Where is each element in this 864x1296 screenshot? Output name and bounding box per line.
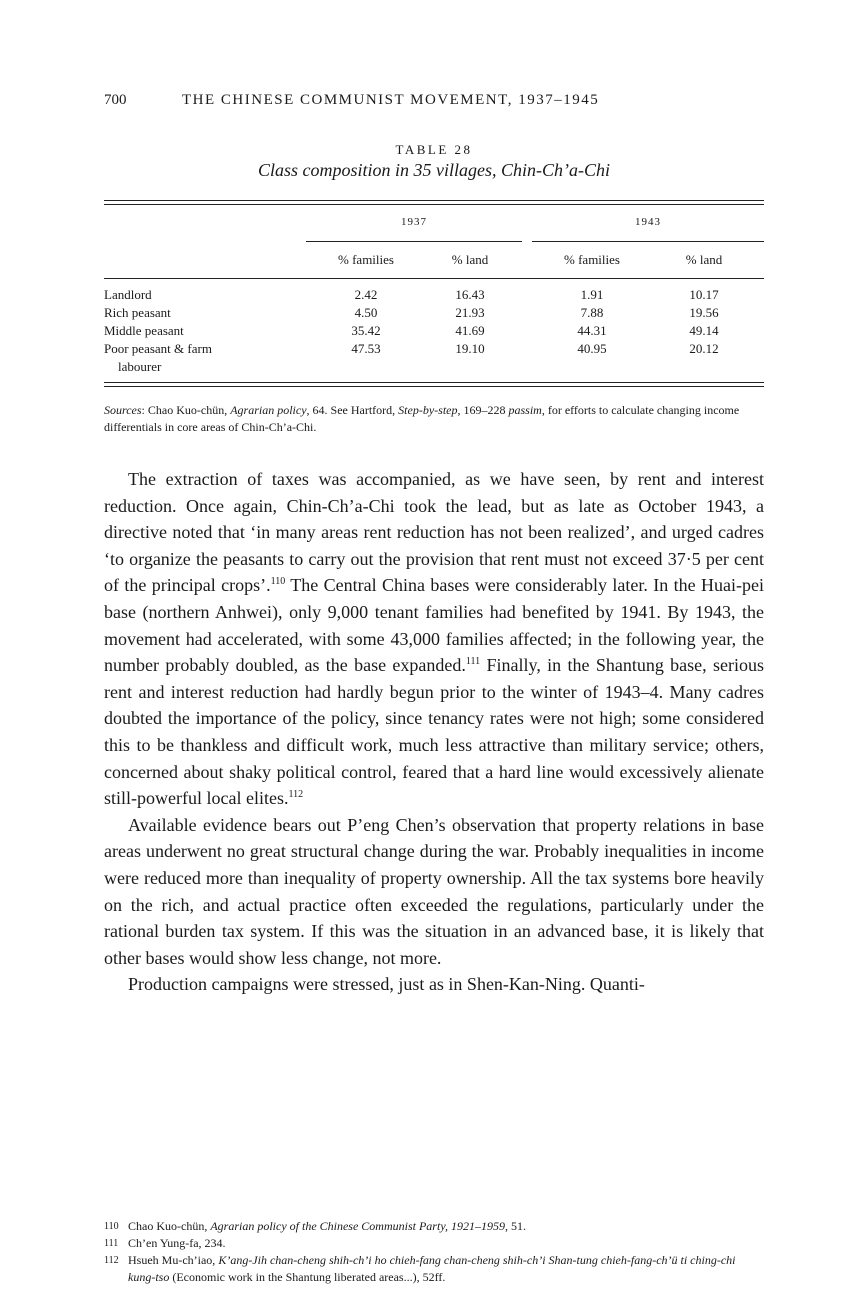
col-header-families-1937: % families	[338, 252, 394, 267]
footnotes	[104, 1218, 764, 1286]
table-cell: 21.93	[455, 305, 485, 320]
table-cell: 10.17	[689, 287, 719, 302]
footnote-italic: K’ang-Jih chan-cheng shih-ch’i ho chieh-fang chan-cheng shih-ch’i Shan-tung chieh-fang-ch’ü ti ching-chi kung-tso	[128, 1253, 736, 1284]
table-sources-note	[104, 402, 764, 436]
paragraph: Available evidence bears out P’eng Chen’s observation that property relations in base areas underwent no great structural change during the war. Probably inequalities in income were reduced more than inequality of property ownership. All the tax systems bore heavily on the rich, and actual practice often exceeded the regulations, particularly under the rational burden tax system. If this was the situation in an advanced base, it is likely that other bases would show less change, not more.	[104, 814, 764, 968]
sources-italic: Step-by-step	[398, 403, 458, 417]
table-cell: 4.50	[354, 305, 378, 320]
table-bottom-rule	[104, 382, 764, 383]
footnote-ref: 111	[465, 656, 481, 668]
footnote-number: 110	[104, 1221, 119, 1232]
footnote-text: , 51.	[504, 1219, 526, 1233]
table-cell: 7.88	[580, 305, 604, 320]
table-top-rule	[104, 200, 764, 201]
sources-lead: Sources	[104, 403, 142, 417]
footnote	[104, 1218, 764, 1235]
footnote	[104, 1252, 764, 1286]
footnote-number: 111	[104, 1238, 119, 1249]
sources-text: : Chao Kuo-chün,	[141, 403, 231, 417]
paragraph-text: The Central China bases were considerably later. In the Huai-pei base (northern Anhwei), only 9,000 tenant families had benefited by 1941. By 1943, the movement had accelerated, with some 43,000 families affected; in the following year, the number probably doubled, as the base expanded.	[104, 575, 764, 676]
table-cell: 16.43	[455, 287, 485, 302]
running-title: THE CHINESE COMMUNIST MOVEMENT, 1937–1945	[182, 92, 600, 108]
sources-text: , 64. See Hartford,	[306, 403, 399, 417]
year-group-1937: 1937	[401, 216, 427, 228]
footnote-italic: Agrarian policy of the Chinese Communist Party, 1921–1959	[210, 1219, 505, 1233]
page-number: 700	[104, 92, 127, 108]
sources-text: , 169–228	[457, 403, 509, 417]
running-header	[104, 92, 764, 109]
footnote-text: Chao Kuo-chün,	[128, 1219, 211, 1233]
sources-italic: passim	[508, 403, 542, 417]
paragraph	[104, 466, 764, 812]
footnote-ref: 110	[270, 576, 286, 588]
sources-italic: Agrarian policy	[230, 403, 307, 417]
footnote-text: Ch’en Yung-fa, 234.	[128, 1236, 226, 1250]
footnote	[104, 1235, 764, 1252]
paragraph-text: The extraction of taxes was accompanied, as we have seen, by rent and interest reduction. Once again, Chin-Ch’a-Chi took the lead, but as late as October 1943, a directive noted that ‘in many areas rent reduction has not been realized’, and urged cadres ‘to organize the peasants to carry out the provision that rent must not exceed 37·5 per cent of the principal crops’.	[104, 469, 764, 596]
body-text	[104, 466, 764, 998]
year-1937-underline	[306, 241, 522, 242]
table-top-rule-2	[104, 204, 764, 205]
year-group-1943: 1943	[635, 216, 661, 228]
row-label-landlord: Landlord	[104, 287, 152, 302]
table-title: Class composition in 35 villages, Chin-Ch’a-Chi	[257, 160, 610, 180]
year-1943-underline	[532, 241, 764, 242]
footnote-text: (Economic work in the Shantung liberated areas...), 52ff.	[169, 1270, 446, 1284]
table-cell: 41.69	[455, 323, 485, 338]
col-header-land-1937: % land	[451, 252, 489, 267]
footnote-ref: 112	[288, 789, 304, 801]
row-label-middle-peasant: Middle peasant	[104, 323, 184, 338]
row-label-poor-peasant-cont: labourer	[118, 359, 162, 374]
table-header-rule	[104, 278, 764, 279]
table-cell: 47.53	[351, 341, 381, 356]
row-label-poor-peasant: Poor peasant & farm	[104, 341, 212, 356]
table-caption: TABLE 28	[395, 142, 473, 157]
table-cell: 19.56	[689, 305, 719, 320]
row-label-rich-peasant: Rich peasant	[104, 305, 171, 320]
paragraph-text: Finally, in the Shantung base, serious rent and interest reduction had hardly begun prior to the winter of 1943–4. Many cadres doubted the importance of the policy, since tenancy rates were not high; some considered this to be thankless and difficult work, much less attractive than military service; others, concerned about shaky political control, feared that a hard line would excessively alienate still-powerful local elites.	[104, 655, 764, 809]
paragraph: Production campaigns were stressed, just as in Shen-Kan-Ning. Quanti-	[128, 974, 645, 995]
sources-text: , for efforts to calculate changing income differentials in core areas of Chin-Ch’a-Chi.	[104, 403, 740, 434]
table-cell: 2.42	[354, 287, 378, 302]
footnote-number: 112	[104, 1255, 119, 1266]
table-cell: 49.14	[689, 323, 719, 338]
table-cell: 19.10	[455, 341, 485, 356]
col-header-land-1943: % land	[685, 252, 723, 267]
table-cell: 40.95	[577, 341, 607, 356]
col-header-families-1943: % families	[564, 252, 620, 267]
table-cell: 35.42	[351, 323, 381, 338]
table-bottom-rule-2	[104, 386, 764, 387]
footnote-text: Hsueh Mu-ch’iao,	[128, 1253, 219, 1267]
table-cell: 1.91	[580, 287, 604, 302]
table-cell: 44.31	[577, 323, 607, 338]
table-cell: 20.12	[689, 341, 719, 356]
